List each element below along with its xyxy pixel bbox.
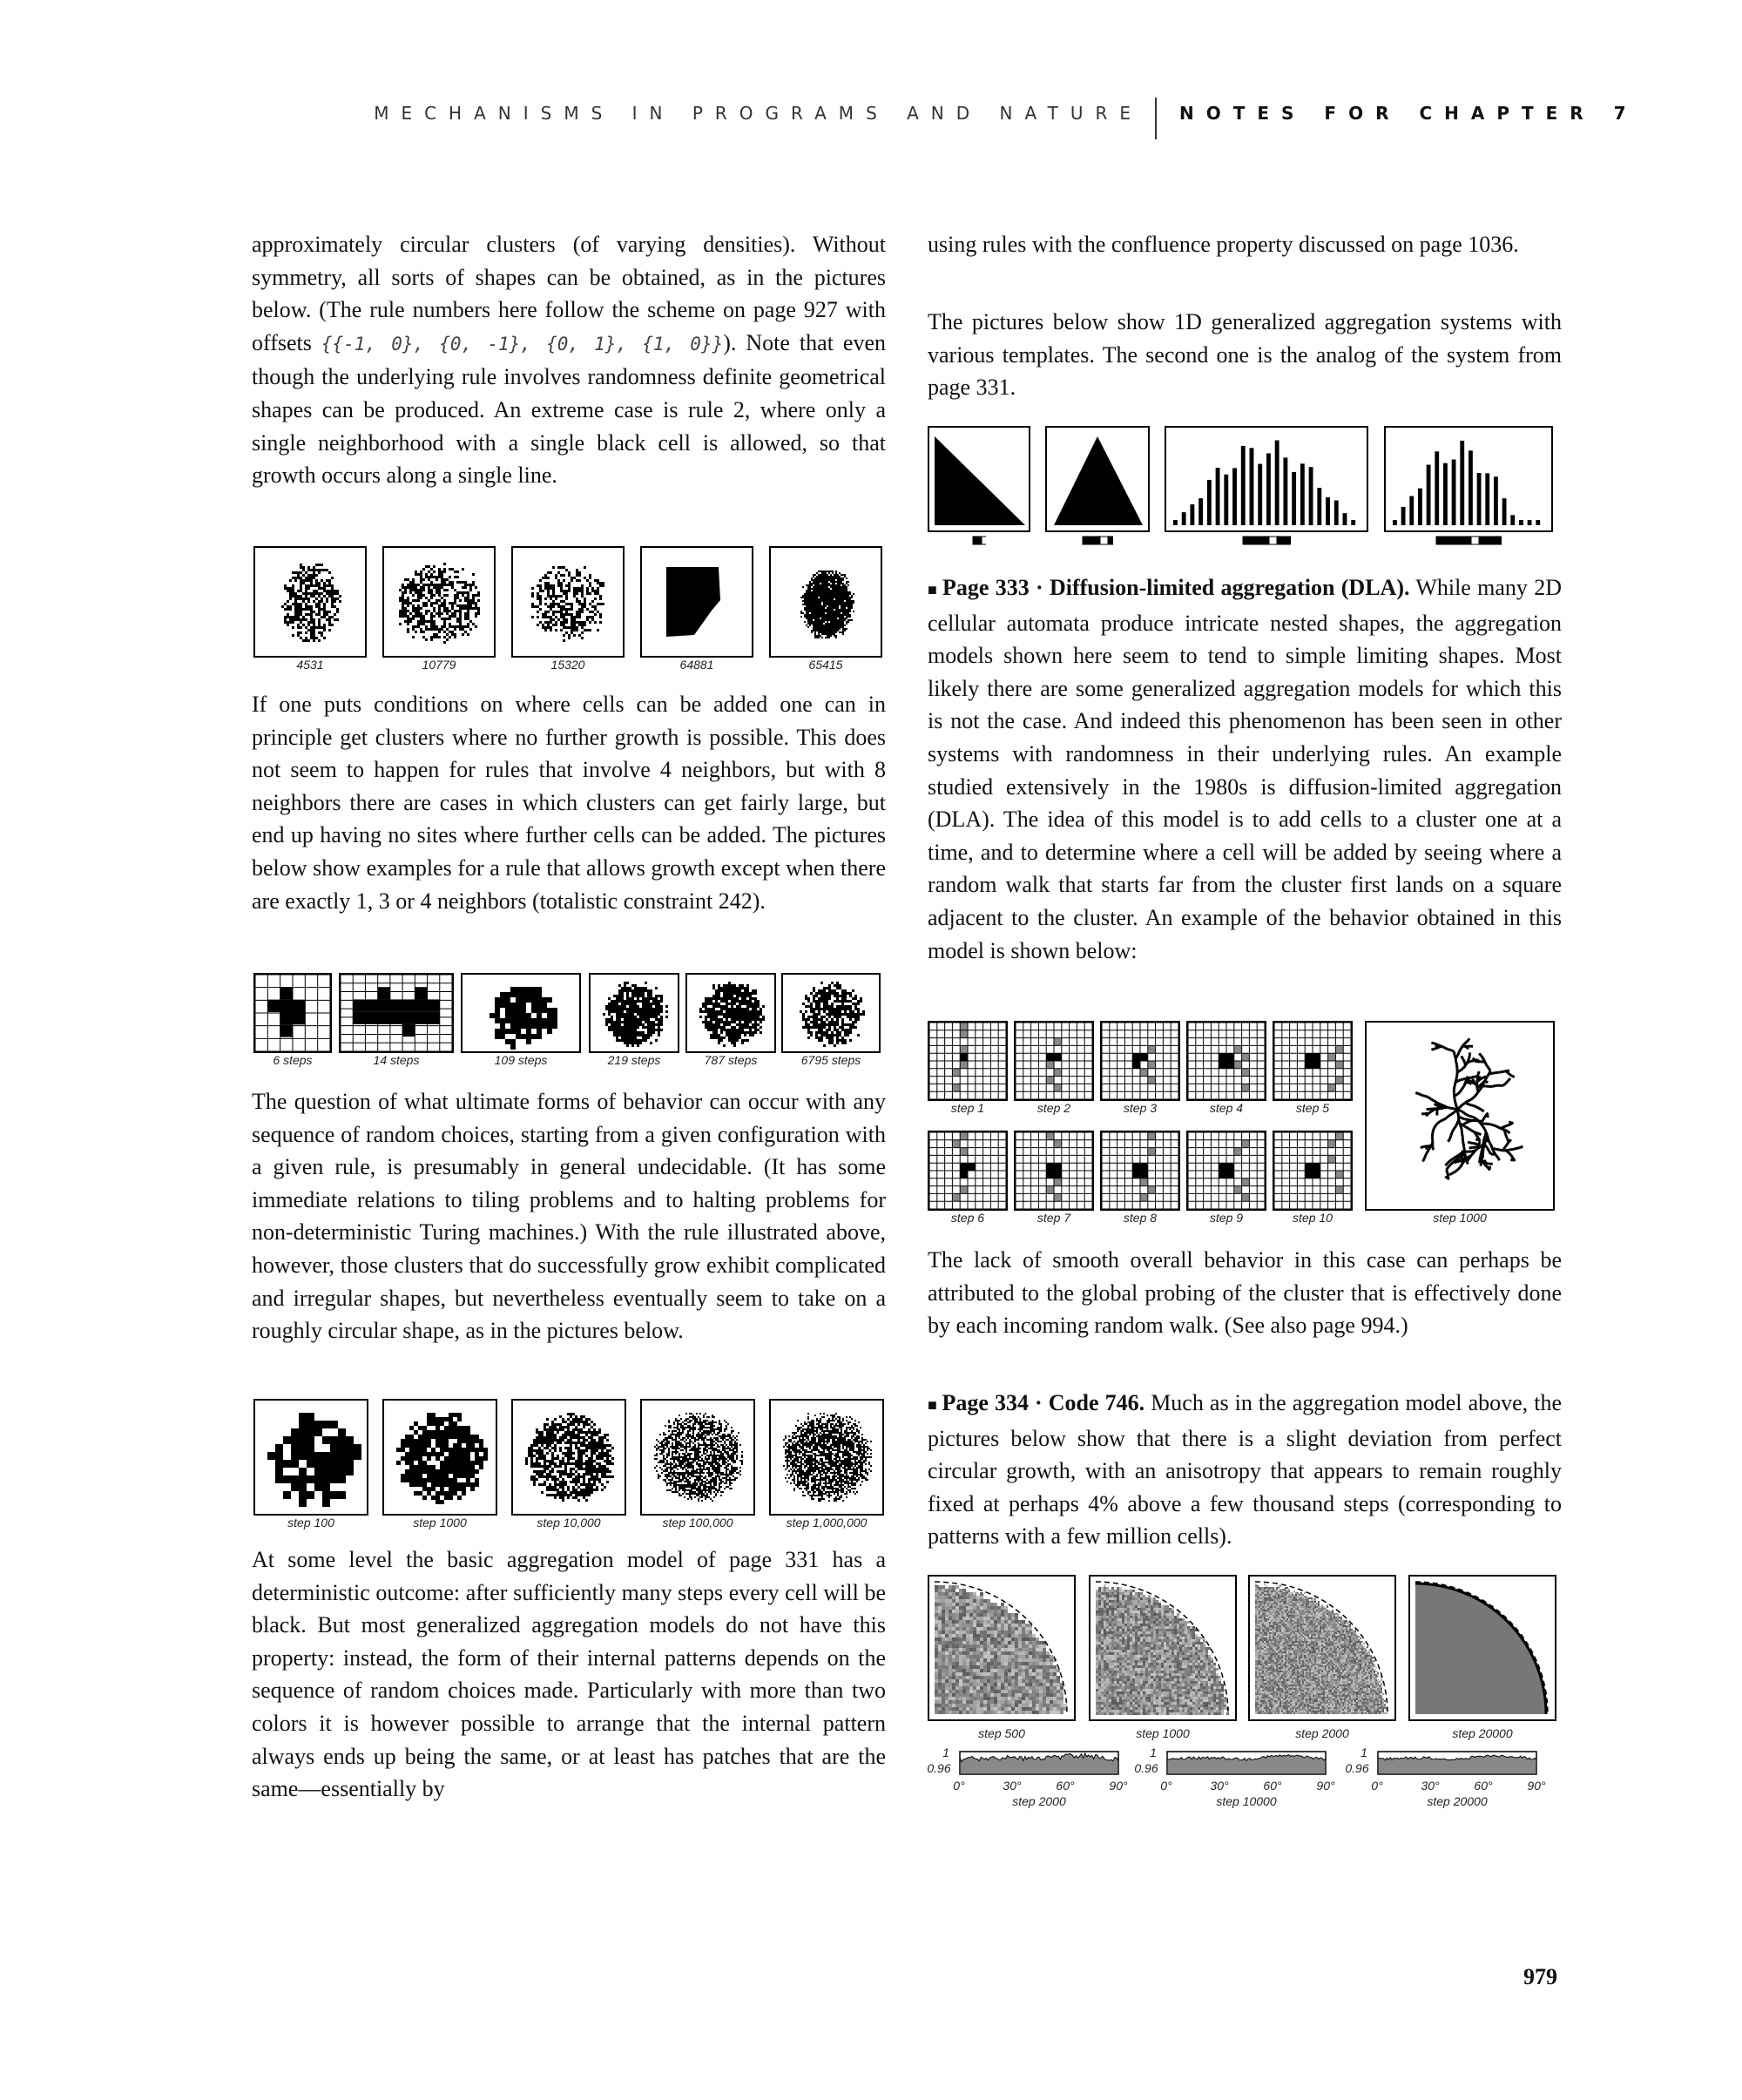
note-heading: Page 334 · Code 746. <box>942 1390 1145 1415</box>
quadrant-caption: step 20000 <box>1452 1726 1513 1740</box>
cluster-panel <box>769 1399 884 1516</box>
note-body: While many 2D cellular automata produce intricate nested shapes, the aggregation models shown here seem to tend to simple limiting shapes. Most likely there are some generalized aggregation models for which this is not the case. And indeed this phenomenon has been seen in other systems with randomness in their underlying rules. An example studied extensively in the 1980s is diffusion-limited aggregation (DLA). The idea of this model is to add cells to a cluster one at a time, and to determine where a cell will be added by seeing where a random walk that starts far from the cluster first lands on a square adjacent to the cluster. An example of the behavior obtained in this model is shown below: <box>928 575 1562 963</box>
rule-shape-panel <box>640 546 753 658</box>
step-caption: step 1000 <box>413 1516 467 1529</box>
plot-y-bottom-label: 0.96 <box>1345 1761 1369 1775</box>
figure-rule-shapes <box>253 546 888 672</box>
dla-step-panel <box>928 1021 1008 1101</box>
cluster-panel-graphic <box>771 1401 882 1514</box>
growth-panel <box>685 973 776 1053</box>
anisotropy-plot <box>959 1751 1119 1777</box>
rule-shape-panel <box>769 546 882 658</box>
plot-y-bottom-label: 0.96 <box>1134 1761 1158 1775</box>
step-caption: step 100 <box>287 1516 334 1529</box>
plot-x-tick: 60° <box>1474 1779 1493 1793</box>
plot-y-top-label: 1 <box>942 1745 949 1759</box>
quadrant-caption: step 2000 <box>1295 1726 1349 1740</box>
header-divider <box>1155 98 1157 139</box>
growth-panel <box>339 973 454 1053</box>
quadrant-panel <box>1089 1575 1237 1721</box>
plot-y-top-label: 1 <box>1361 1745 1367 1759</box>
dla-step-panel <box>1186 1131 1266 1211</box>
dla-step-caption: step 9 <box>1209 1211 1244 1225</box>
aggregation-1d-panel-graphic <box>1386 428 1551 530</box>
quadrant-panel <box>928 1575 1076 1721</box>
plot-x-tick: 30° <box>1210 1779 1229 1793</box>
dla-step-caption: step 10 <box>1293 1211 1333 1225</box>
plot-y-top-label: 1 <box>1150 1745 1157 1759</box>
plot-x-tick: 0° <box>1160 1779 1172 1793</box>
step-caption: 787 steps <box>704 1053 758 1067</box>
dla-step-caption: step 1000 <box>1433 1211 1487 1225</box>
plot-x-tick: 0° <box>1371 1779 1383 1793</box>
cluster-panel-graphic <box>255 1401 367 1514</box>
template-icon <box>1082 536 1113 546</box>
figure-anisotropy-plots <box>927 1745 1563 1814</box>
plot-x-tick: 60° <box>1056 1779 1075 1793</box>
left-paragraph-1 <box>252 228 886 492</box>
dla-step-panel-graphic <box>1016 1132 1092 1209</box>
dla-step-panel <box>1186 1021 1266 1101</box>
dla-step-panel-graphic <box>1102 1023 1178 1099</box>
growth-panel-graphic <box>687 975 774 1051</box>
right-paragraph-1 <box>928 228 1562 261</box>
aggregation-1d-panel <box>1165 426 1368 532</box>
step-caption: step 1,000,000 <box>786 1516 868 1529</box>
quadrant-panel-graphic <box>1410 1577 1555 1719</box>
dla-step-panel-graphic <box>1102 1132 1178 1209</box>
cluster-panel-graphic <box>513 1401 625 1514</box>
plot-x-tick: 90° <box>1527 1779 1546 1793</box>
paragraph-text: At some level the basic aggregation model of page 331 has a deterministic outcome: after sufficiently many steps every cell will be black. But most generalized aggregation models do not have this property: instead, the form of their internal patterns depends on the sequence of random choices made. Particularly with more than two colors it is however possible to arrange that the internal pattern always ends up being the same, or at least has patches that are the same—essentially by <box>252 1547 886 1802</box>
dla-step-caption: step 7 <box>1036 1211 1071 1225</box>
page-number: 979 <box>1523 1964 1557 1989</box>
plot-x-tick: 30° <box>1421 1779 1440 1793</box>
quadrant-caption: step 500 <box>978 1726 1025 1740</box>
aggregation-1d-panel-graphic <box>1166 428 1367 530</box>
growth-panel-graphic <box>341 975 452 1051</box>
note-dla: ■ Page 333 · Diffusion-limited aggregation (DLA). While many 2D cellular automata produce intricate nested shapes, the aggregation models shown here seem to tend to simple limiting shapes. Most likely there are some generalized aggregation models for which this is not the case. And indeed this phenomenon has been seen in other systems with randomness in their underlying rules. An example studied extensively in the 1980s is diffusion-limited aggregation (DLA). The idea of this model is to add cells to a cluster one at a time, and to determine where a cell will be added by seeing where a random walk that starts far from the cluster first lands on a square adjacent to the cluster. An example of the behavior obtained in this model is shown below: <box>928 575 1562 963</box>
rule-shape-panel-graphic <box>255 548 365 656</box>
template-icon <box>1242 536 1291 546</box>
growth-panel <box>589 973 679 1053</box>
paragraph-text: The pictures below show 1D generalized aggregation systems with various templates. The second one is the analog of the system from page 331. <box>928 309 1562 401</box>
step-caption: 219 steps <box>607 1053 661 1067</box>
plot-x-tick: 90° <box>1316 1779 1335 1793</box>
dla-step-panel <box>1273 1131 1353 1211</box>
quadrant-panel-graphic <box>929 1577 1074 1719</box>
right-paragraph-2 <box>928 306 1562 404</box>
rule-shape-panel-graphic <box>642 548 752 656</box>
aggregation-1d-panel-graphic <box>929 428 1029 530</box>
dla-step-panel-graphic <box>1188 1132 1265 1209</box>
dla-step-panel-graphic <box>929 1023 1006 1099</box>
figure-anisotropy-quadrants <box>928 1575 1563 1749</box>
template-icon <box>1435 536 1502 546</box>
step-caption: 109 steps <box>494 1053 548 1067</box>
dla-step-panel-graphic <box>1274 1023 1351 1099</box>
growth-panel-graphic <box>591 975 678 1051</box>
dla-step-panel <box>1014 1131 1094 1211</box>
plot-x-tick: 0° <box>953 1779 965 1793</box>
rule-number-caption: 64881 <box>679 658 714 672</box>
cluster-panel <box>382 1399 497 1516</box>
right-paragraph-3 <box>928 1244 1562 1342</box>
growth-panel-graphic <box>463 975 579 1051</box>
figure-constrained-growth <box>253 973 888 1076</box>
dla-step-caption: step 6 <box>950 1211 985 1225</box>
dla-step-caption: step 3 <box>1123 1101 1158 1115</box>
anisotropy-plot <box>1166 1751 1327 1777</box>
dla-step-panel <box>1014 1021 1094 1101</box>
step-caption: 14 steps <box>373 1053 420 1067</box>
rule-number-caption: 65415 <box>808 658 843 672</box>
template-icon <box>972 536 986 546</box>
figure-circular-growth <box>253 1399 888 1538</box>
offsets-code: {{-1, 0}, {0, -1}, {0, 1}, {1, 0}} <box>321 333 724 355</box>
header-chapter-title: NOTES FOR CHAPTER 7 <box>1179 103 1638 124</box>
growth-panel <box>461 973 581 1053</box>
left-paragraph-3 <box>252 1085 886 1347</box>
figure-1d-aggregation <box>928 426 1563 544</box>
dla-step-panel-graphic <box>929 1132 1006 1209</box>
plot-y-bottom-label: 0.96 <box>927 1761 951 1775</box>
rule-shape-panel-graphic <box>513 548 623 656</box>
step-caption: step 10,000 <box>537 1516 601 1529</box>
plot-x-tick: 30° <box>1003 1779 1022 1793</box>
plot-x-tick: 60° <box>1263 1779 1282 1793</box>
dla-1000-panel-graphic <box>1367 1023 1553 1209</box>
rule-shape-panel-graphic <box>384 548 494 656</box>
paragraph-text: If one puts conditions on where cells can be added one can in principle get clusters where no further growth is possible. This does not seem to happen for rules that involve 4 neighbors, but with 8 neighbors there are cases in which clusters can get fairly large, but end up having no sites where further cells can be added. The pictures below show examples for a rule that allows growth except when there are exactly 1, 3 or 4 neighbors (totalistic constraint 242). <box>252 692 886 914</box>
text-run: ). Note that even though the underlying rule involves randomness definite geometrical shapes can be produced. An extreme case is rule 2, where only a single neighborhood with a single black cell is allowed, so that growth occurs along a single line. <box>252 329 886 489</box>
paragraph-text: The lack of smooth overall behavior in this case can perhaps be attributed to the global probing of the cluster that is effectively done by each incoming random walk. (See also page 994.) <box>928 1247 1562 1339</box>
step-caption: step 100,000 <box>662 1516 733 1529</box>
left-paragraph-2 <box>252 688 886 917</box>
left-paragraph-4 <box>252 1543 886 1806</box>
plot-caption: step 2000 <box>1012 1794 1066 1808</box>
dla-step-panel <box>1100 1131 1180 1211</box>
note-body: Much as in the aggregation model above, the pictures below show that there is a slight deviation from perfect circular growth, with an anisotropy that appears to remain roughly fixed at perhaps 4% above a few thousand steps (corresponding to patterns with a few million cells). <box>928 1390 1562 1550</box>
dla-step-panel <box>1100 1021 1180 1101</box>
header-section-title: MECHANISMS IN PROGRAMS AND NATURE <box>374 103 1143 124</box>
rule-shape-panel-graphic <box>771 548 881 656</box>
cluster-panel <box>640 1399 755 1516</box>
text-run: approximately circular clusters (of varying densities). Without symmetry, all sorts of shapes can be obtained, as in the pictures below. (The rule numbers here follow the scheme on page 927 with offsets <box>252 232 886 355</box>
rule-number-caption: 15320 <box>550 658 585 672</box>
plot-caption: step 20000 <box>1427 1794 1488 1808</box>
aggregation-1d-panel-graphic <box>1047 428 1148 530</box>
rule-number-caption: 10779 <box>422 658 456 672</box>
step-caption: 6 steps <box>273 1053 313 1067</box>
dla-step-panel-graphic <box>1274 1132 1351 1209</box>
growth-panel <box>781 973 881 1053</box>
figure-dla-steps <box>928 1021 1563 1230</box>
quadrant-panel-graphic <box>1250 1577 1394 1719</box>
quadrant-panel <box>1408 1575 1556 1721</box>
cluster-panel <box>511 1399 626 1516</box>
quadrant-caption: step 1000 <box>1136 1726 1190 1740</box>
dla-step-caption: step 5 <box>1295 1101 1330 1115</box>
rule-shape-panel <box>511 546 625 658</box>
step-caption: 6795 steps <box>800 1053 861 1067</box>
dla-step-caption: step 1 <box>950 1101 985 1115</box>
note-heading: Page 333 · Diffusion-limited aggregation (DLA). <box>942 575 1410 600</box>
dla-step-panel-graphic <box>1188 1023 1265 1099</box>
growth-panel-graphic <box>783 975 879 1051</box>
paragraph-text: using rules with the confluence property discussed on page 1036. <box>928 232 1519 257</box>
dla-step-caption: step 2 <box>1036 1101 1071 1115</box>
growth-panel-graphic <box>255 975 330 1051</box>
dla-step-caption: step 8 <box>1123 1211 1158 1225</box>
dla-step-panel-graphic <box>1016 1023 1092 1099</box>
cluster-panel-graphic <box>642 1401 753 1514</box>
growth-panel <box>253 973 332 1053</box>
rule-shape-panel <box>382 546 496 658</box>
aggregation-1d-panel <box>1384 426 1553 532</box>
note-code-746: ■ Page 334 · Code 746. Much as in the aggregation model above, the pictures below show that there is a slight deviation from perfect circular growth, with an anisotropy that appears to remain roughly fixed at perhaps 4% above a few thousand steps (corresponding to patterns with a few million cells). <box>928 1390 1562 1550</box>
rule-shape-panel <box>253 546 367 658</box>
quadrant-panel-graphic <box>1090 1577 1235 1719</box>
cluster-panel-graphic <box>384 1401 496 1514</box>
anisotropy-plot <box>1377 1751 1537 1777</box>
rule-number-caption: 4531 <box>296 658 324 672</box>
dla-1000-panel <box>1365 1021 1555 1211</box>
cluster-panel <box>253 1399 368 1516</box>
paragraph-text: The question of what ultimate forms of behavior can occur with any sequence of random choices, starting from a given configuration with a given rule, is presumably in general undecidable. (It has some immediate relations to tiling problems and to halting problems for non-deterministic Turing machines.) With the rule illustrated above, however, those clusters that do successfully grow exhibit complicated and irregular shapes, but nevertheless eventually seem to take on a roughly circular shape, as in the pictures below. <box>252 1089 886 1344</box>
dla-step-panel <box>928 1131 1008 1211</box>
quadrant-panel <box>1248 1575 1396 1721</box>
aggregation-1d-panel <box>1045 426 1150 532</box>
dla-step-caption: step 4 <box>1209 1101 1244 1115</box>
running-header <box>0 103 1742 138</box>
plot-caption: step 10000 <box>1216 1794 1277 1808</box>
plot-x-tick: 90° <box>1109 1779 1128 1793</box>
dla-step-panel <box>1273 1021 1353 1101</box>
aggregation-1d-panel <box>928 426 1030 532</box>
